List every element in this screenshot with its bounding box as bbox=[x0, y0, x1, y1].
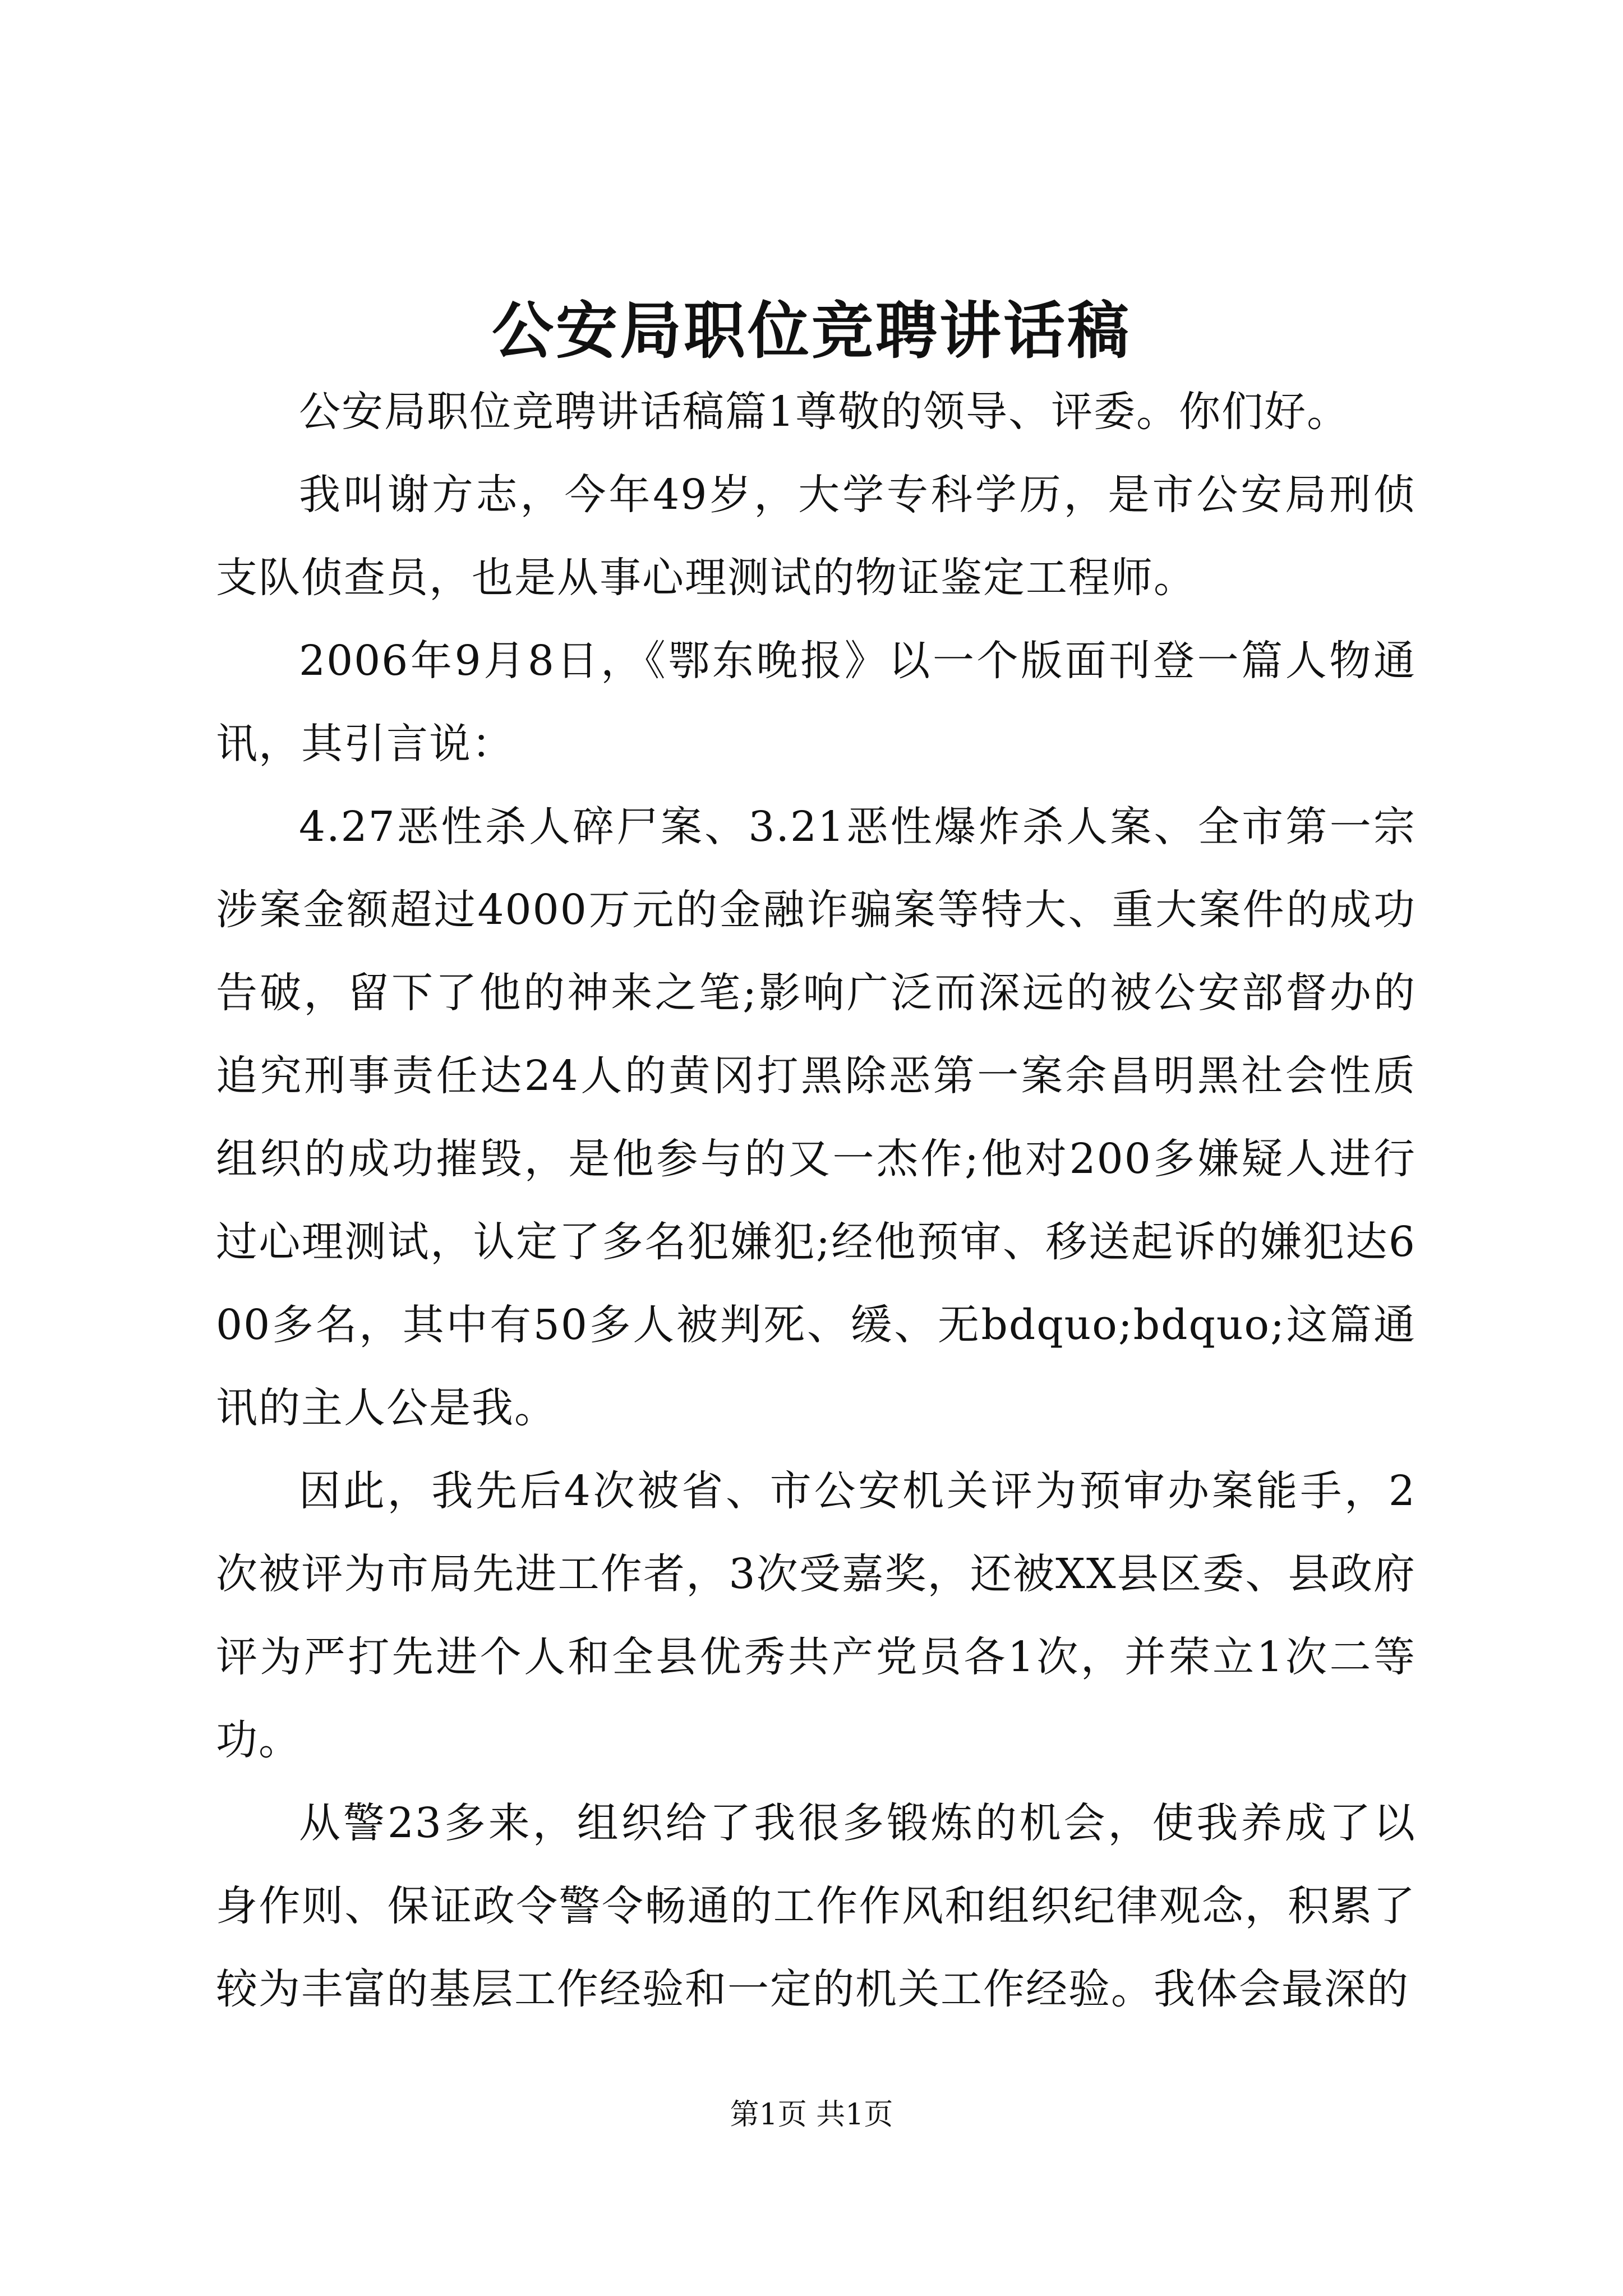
paragraph: 从警23多来，组织给了我很多锻炼的机会，使我养成了以身作则、保证政令警令畅通的工作作风和组织纪律观念，积累了较为丰富的基层工作经验和一定的机关工作经验。我体会最深的 bbox=[216, 1799, 1416, 2013]
document-title: 公安局职位竞聘讲话稿 bbox=[492, 295, 1131, 367]
paragraph: 4.27恶性杀人碎尸案、3.21恶性爆炸杀人案、全市第一宗涉案金额超过4000万元的金融诈骗案等特大、重大案件的成功告破，留下了他的神来之笔;影响广泛而深远的被公安部督办的追究刑事责任达24人的黄冈打黑除恶第一案余昌明黑社会性质组织的成功摧毁，是他参与的又一杰作;他对200多嫌疑人进行过心理测试，认定了多名犯嫌犯;经他预审、移送起诉的嫌犯达600多名，其中有50多人被判死、缓、无bdquo;bdquo;这篇通讯的主人公是我。 bbox=[216, 803, 1416, 1432]
document-body bbox=[216, 370, 1416, 2031]
paragraph: 我叫谢方志，今年49岁，大学专科学历，是市公安局刑侦支队侦查员，也是从事心理测试的物证鉴定工程师。 bbox=[216, 471, 1416, 602]
page-footer: 第1页 共1页 bbox=[730, 2098, 893, 2132]
paragraph: 公安局职位竞聘讲话稿篇1尊敬的领导、评委。你们好。 bbox=[299, 388, 1350, 436]
paragraph: 2006年9月8日，《鄂东晚报》以一个版面刊登一篇人物通讯，其引言说： bbox=[216, 637, 1416, 768]
paragraph: 因此，我先后4次被省、市公安机关评为预审办案能手，2次被评为市局先进工作者，3次受嘉奖，还被XX县区委、县政府评为严打先进个人和全县优秀共产党员各1次，并荣立1次二等功。 bbox=[216, 1467, 1416, 1764]
